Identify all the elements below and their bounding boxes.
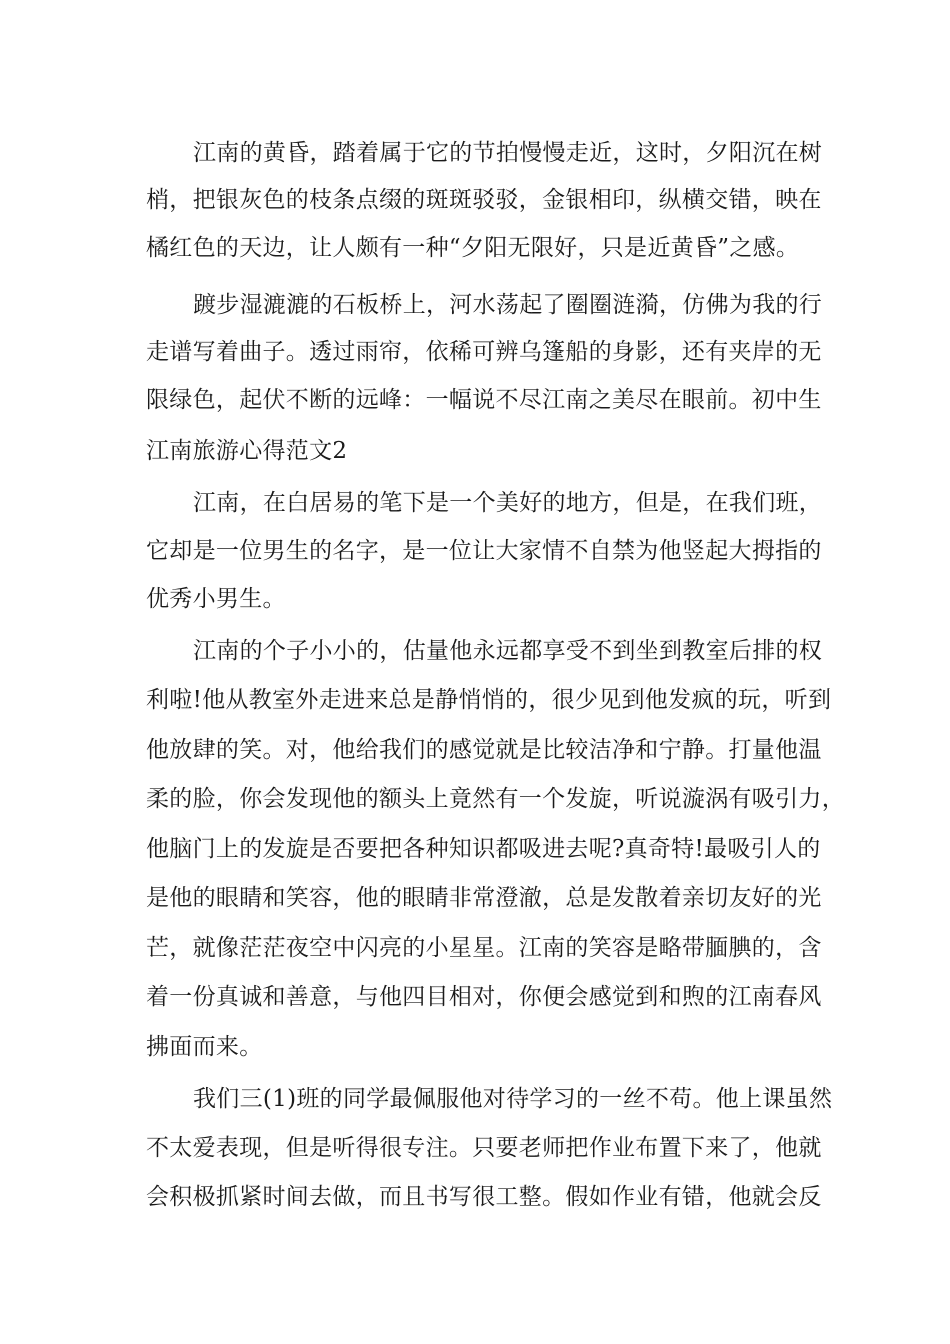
text-line: 江南的黄昏，踏着属于它的节拍慢慢走近，这时，夕阳沉在树 bbox=[193, 140, 823, 166]
text-line: 是他的眼睛和笑容，他的眼睛非常澄澈，总是发散着亲切友好的光 bbox=[146, 885, 822, 911]
text-line: 踱步湿漉漉的石板桥上，河水荡起了圈圈涟漪，仿佛为我的行 bbox=[193, 292, 823, 318]
text-line: 他放肆的笑。对，他给我们的感觉就是比较洁净和宁静。打量他温 bbox=[146, 737, 822, 763]
text-line: 梢，把银灰色的枝条点缀的斑斑驳驳，金银相印，纵横交错，映在 bbox=[146, 187, 822, 213]
text-line: 不太爱表现，但是听得很专注。只要老师把作业布置下来了，他就 bbox=[146, 1135, 822, 1161]
text-line: 着一份真诚和善意，与他四目相对，你便会感觉到和煦的江南春风 bbox=[146, 984, 822, 1010]
text-line: 芒，就像茫茫夜空中闪亮的小星星。江南的笑容是略带腼腆的，含 bbox=[146, 935, 822, 961]
text-line: 橘红色的天边，让人颇有一种“夕阳无限好，只是近黄昏”之感。 bbox=[146, 235, 800, 261]
text-line: 限绿色，起伏不断的远峰：一幅说不尽江南之美尽在眼前。初中生 bbox=[146, 387, 822, 413]
text-line: 会积极抓紧时间去做，而且书写很工整。假如作业有错，他就会反 bbox=[146, 1184, 822, 1210]
text-line: 他脑门上的发旋是否要把各种知识都吸进去呢?真奇特!最吸引人的 bbox=[146, 836, 821, 862]
text-line: 我们三(1)班的同学最佩服他对待学习的一丝不苟。他上课虽然 bbox=[193, 1086, 833, 1112]
text-line: 拂面而来。 bbox=[146, 1034, 263, 1060]
text-line: 江南，在白居易的笔下是一个美好的地方，但是，在我们班， bbox=[193, 490, 823, 516]
text-line: 它却是一位男生的名字，是一位让大家情不自禁为他竖起大拇指的 bbox=[146, 538, 822, 564]
text-line: 柔的脸，你会发现他的额头上竟然有一个发旋，听说漩涡有吸引力， bbox=[146, 786, 845, 812]
section-heading: 江南旅游心得范文2 bbox=[146, 438, 348, 464]
text-line: 利啦!他从教室外走进来总是静悄悄的，很少见到他发疯的玩，听到 bbox=[146, 687, 832, 713]
text-line: 走谱写着曲子。透过雨帘，依稀可辨乌篷船的身影，还有夹岸的无 bbox=[146, 339, 822, 365]
text-line: 优秀小男生。 bbox=[146, 586, 286, 612]
text-line: 江南的个子小小的，估量他永远都享受不到坐到教室后排的权 bbox=[193, 638, 823, 664]
